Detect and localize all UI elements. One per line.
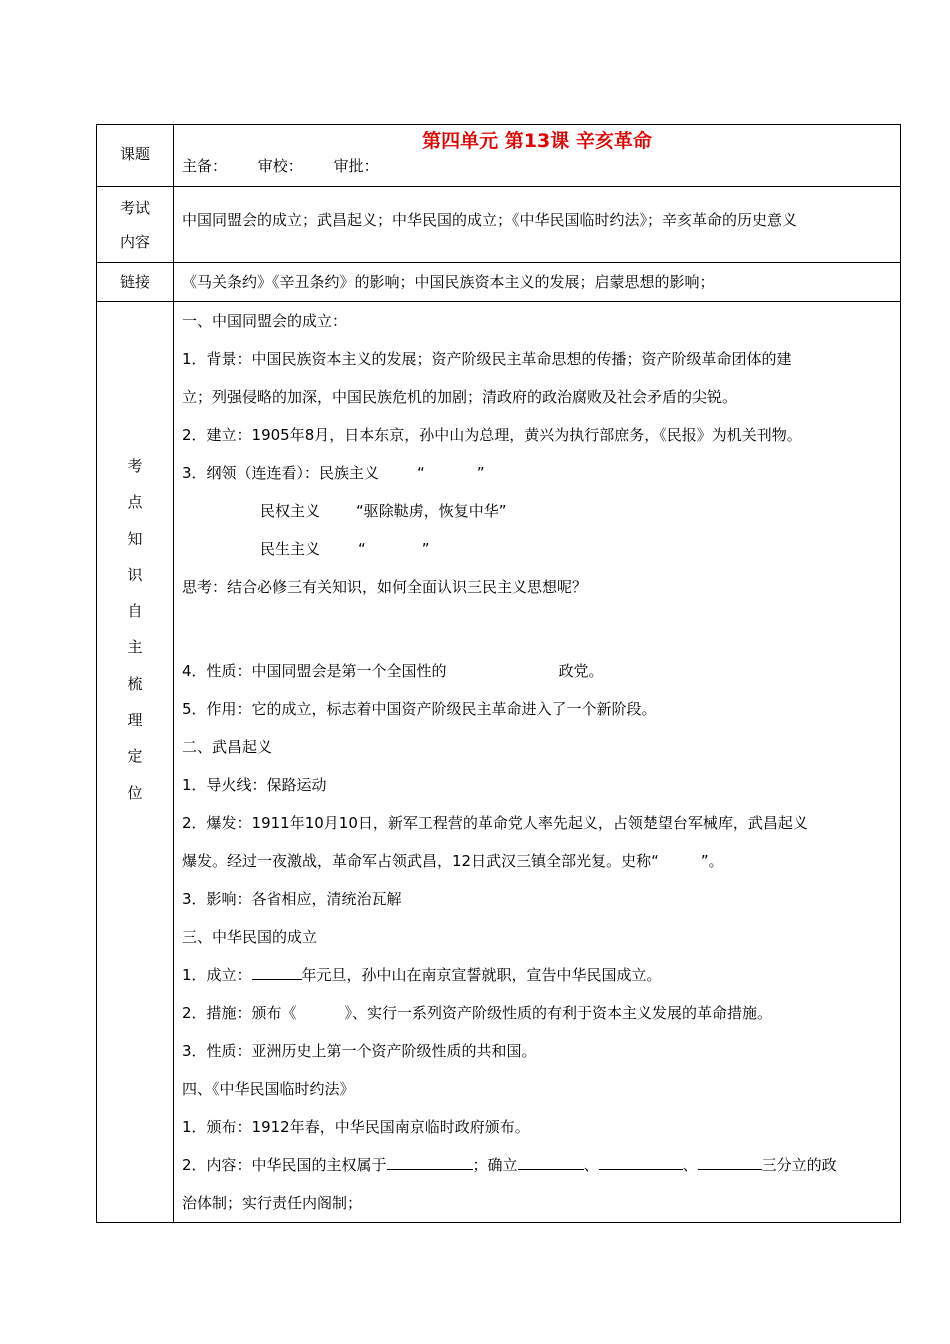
outbreak-line-1: 2．爆发：1911年10月10日，新军工程营的革命党人率先起义，占领楚望台军械库，武昌起义 (182, 814, 808, 832)
exam-content-cell (174, 187, 901, 263)
label-char: 知 (127, 529, 143, 548)
exam-content: 中国同盟会的成立；武昌起义；中华民国的成立；《中华民国临时约法》；辛亥革命的历史意义 (182, 211, 798, 229)
knowledge-label-cell (97, 302, 174, 1223)
exam-row (97, 187, 901, 263)
quote-open: “ (417, 464, 425, 482)
answer-space (182, 606, 900, 652)
program-line-livelihood (182, 530, 900, 568)
section-3-heading: 三、中华民国的成立 (182, 928, 318, 946)
preparer-label: 主备： (182, 157, 228, 175)
blank-power-3[interactable] (698, 1155, 762, 1170)
blank-sovereignty[interactable] (387, 1155, 473, 1170)
approver-label: 审批： (333, 157, 379, 175)
program-line-democracy (182, 492, 900, 530)
quote-close: ” (476, 464, 485, 482)
program-slogan: “驱除鞑虏，恢复中华” (356, 502, 507, 520)
section-1-heading: 一、中国同盟会的成立： (182, 312, 348, 330)
link-row (97, 263, 901, 302)
exam-label-line2: 内容 (119, 233, 150, 251)
link-content-cell (174, 263, 901, 302)
background-line-1: 1．背景：中国民族资本主义的发展；资产阶级民主革命思想的传播；资产阶级革命团体的建 (182, 350, 792, 368)
topic-label-cell (97, 125, 174, 187)
think-question: 思考：结合必修三有关知识，如何全面认识三民主义思想呢？ (182, 578, 588, 596)
program-livelihood: 民生主义 (260, 540, 321, 558)
outbreak-text: 爆发。经过一夜激战，革命军占领武昌，12日武汉三镇全部光复。史称“ (182, 852, 659, 870)
program-line-nationalism (182, 454, 900, 492)
program-nationalism: 3．纲领（连连看）：民族主义 (182, 464, 380, 482)
quote-open: “ (358, 540, 366, 558)
label-char: 定 (127, 747, 143, 766)
content-line-1 (182, 1146, 900, 1184)
knowledge-content-cell (174, 302, 901, 1223)
nature-text: 4．性质：中国同盟会是第一个全国性的 (182, 662, 447, 680)
founding-text: 1．成立： (182, 966, 252, 984)
quote-close: ” (421, 540, 430, 558)
knowledge-row (97, 302, 901, 1223)
exam-label-cell (97, 187, 174, 263)
reviewer-label: 审校： (257, 157, 303, 175)
title-row (97, 125, 901, 187)
program-democracy: 民权主义 (260, 502, 321, 520)
knowledge-label (97, 448, 173, 811)
measures-line (182, 994, 900, 1032)
lesson-plan-table (96, 124, 901, 1223)
content-line-2: 治体制；实行责任内阁制； (182, 1194, 363, 1212)
topic-label: 课题 (119, 145, 150, 163)
label-char: 主 (127, 638, 143, 657)
outbreak-text-end: ”。 (700, 852, 724, 870)
blank-power-1[interactable] (518, 1155, 584, 1170)
nature-line (182, 652, 900, 690)
effect-line: 5．作用：它的成立，标志着中国资产阶级民主革命进入了一个新阶段。 (182, 700, 657, 718)
separator: 、 (682, 1156, 698, 1174)
blank-power-2[interactable] (599, 1155, 683, 1170)
section-2-heading: 二、武昌起义 (182, 738, 273, 756)
nature-text-end: 政党。 (558, 662, 604, 680)
label-char: 理 (127, 711, 143, 730)
outbreak-line-2 (182, 842, 900, 880)
label-char: 识 (127, 565, 143, 584)
founding-text-end: 年元旦，孙中山在南京宣誓就职，宣告中华民国成立。 (301, 966, 662, 984)
section-4-heading: 四、《中华民国临时约法》 (182, 1080, 355, 1098)
impact-line: 3．影响：各省相应，清统治瓦解 (182, 890, 402, 908)
preparer-line (182, 155, 405, 176)
background-line-2: 立；列强侵略的加深，中国民族危机的加剧；清政府的政治腐败及社会矛盾的尖锐。 (182, 388, 738, 406)
content-text-b: ；确立 (472, 1156, 518, 1174)
establishment-line: 2．建立：1905年8月，日本东京，孙中山为总理，黄兴为执行部庶务，《民报》为机关刊物。 (182, 426, 802, 444)
promulgation-line: 1．颁布：1912年春，中华民国南京临时政府颁布。 (182, 1118, 530, 1136)
content-text-c: 三分立的政 (761, 1156, 837, 1174)
label-char: 自 (127, 602, 143, 621)
republic-nature-line: 3．性质：亚洲历史上第一个资产阶级性质的共和国。 (182, 1042, 537, 1060)
link-label: 链接 (119, 273, 150, 291)
separator: 、 (583, 1156, 599, 1174)
content-text: 2．内容：中华民国的主权属于 (182, 1156, 387, 1174)
label-char: 梳 (127, 674, 143, 693)
label-char: 位 (127, 783, 143, 802)
blank-year[interactable] (252, 965, 302, 980)
link-content: 《马关条约》《辛丑条约》的影响；中国民族资本主义的发展；启蒙思想的影响； (182, 273, 715, 291)
exam-label-line1: 考试 (119, 199, 150, 217)
measures-text: 2．措施：颁布《 (182, 1004, 297, 1022)
fuse-line: 1．导火线：保路运动 (182, 776, 327, 794)
lesson-title: 第四单元 第13课 辛亥革命 (422, 130, 652, 152)
title-cell (174, 125, 901, 187)
founding-line (182, 956, 900, 994)
label-char: 考 (127, 457, 143, 475)
measures-text-end: 》、实行一系列资产阶级性质的有利于资本主义发展的革命措施。 (344, 1004, 773, 1022)
link-label-cell (97, 263, 174, 302)
label-char: 点 (127, 493, 143, 512)
